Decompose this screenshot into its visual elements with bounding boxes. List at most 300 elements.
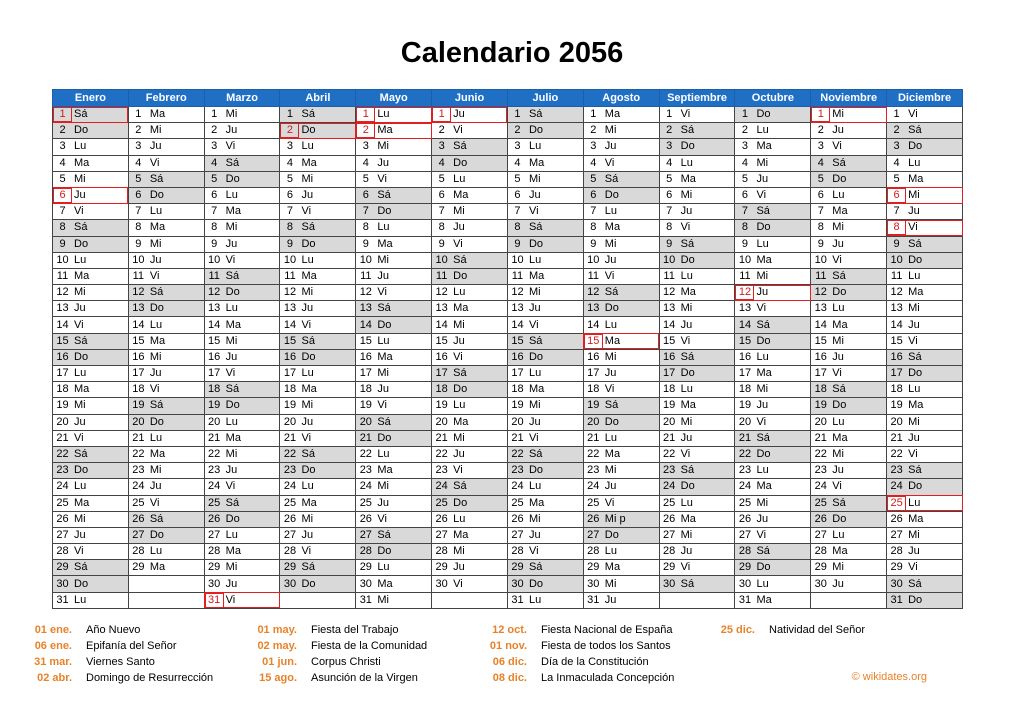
day-cell	[659, 317, 735, 333]
day-number: 19	[738, 399, 752, 412]
weekday-label: Ju	[832, 350, 844, 363]
day-cell	[280, 220, 356, 236]
day-number: 18	[587, 383, 600, 396]
month-header: Agosto	[583, 90, 659, 107]
weekday-label: Do	[756, 334, 771, 347]
day-number: 10	[738, 253, 752, 266]
weekday-label: Do	[680, 480, 695, 493]
day-cell	[887, 220, 963, 236]
day-cell	[735, 576, 811, 592]
weekday-label: Lu	[604, 545, 618, 558]
day-number: 2	[211, 124, 218, 137]
day-cell	[128, 366, 204, 382]
day-cell	[204, 495, 280, 511]
month-header: Mayo	[356, 90, 432, 107]
day-cell	[735, 511, 811, 527]
weekday-label: Do	[225, 512, 240, 525]
day-number: 7	[666, 205, 673, 218]
day-number: 19	[283, 399, 297, 412]
weekday-label: Mi	[680, 189, 693, 202]
day-number: 9	[893, 237, 900, 250]
day-cell	[204, 139, 280, 155]
day-cell	[507, 349, 583, 365]
day-number: 12	[208, 286, 221, 299]
day-cell	[128, 204, 204, 220]
weekday-label: Sá	[908, 350, 922, 363]
weekday-label: Ju	[149, 140, 162, 153]
day-number: 11	[132, 269, 145, 282]
day-number: 13	[511, 302, 524, 315]
day-cell	[507, 236, 583, 252]
day-number: 13	[890, 302, 903, 315]
day-number: 1	[53, 107, 72, 122]
day-number: 14	[435, 318, 448, 331]
day-number: 30	[738, 577, 752, 590]
day-cell	[507, 317, 583, 333]
weekday-label: Ma	[301, 269, 317, 282]
day-number: 12	[132, 286, 145, 299]
day-number: 16	[890, 350, 903, 363]
weekday-label: Lu	[377, 448, 390, 461]
holiday-column	[465, 622, 674, 686]
day-number: 20	[132, 415, 145, 428]
day-cell	[432, 511, 508, 527]
weekday-label: Mi	[225, 561, 238, 574]
day-cell	[507, 187, 583, 203]
day-cell	[204, 479, 280, 495]
weekday-label: Sá	[832, 383, 846, 396]
day-number: 20	[738, 415, 752, 428]
day-number: 24	[56, 480, 69, 493]
weekday-label: Vi	[756, 415, 767, 428]
day-number: 13	[132, 302, 145, 315]
day-cell	[53, 317, 129, 333]
weekday-label: Ju	[680, 205, 693, 218]
day-number: 4	[893, 156, 900, 169]
weekday-label: Sá	[453, 140, 467, 153]
day-cell	[204, 171, 280, 187]
day-number: 5	[286, 172, 294, 185]
day-cell	[280, 366, 356, 382]
day-number: 27	[132, 528, 145, 541]
weekday-label: Do	[756, 221, 771, 234]
day-number: 23	[890, 464, 903, 477]
day-cell	[887, 139, 963, 155]
day-cell	[583, 495, 659, 511]
day-number: 5	[211, 172, 218, 185]
day-cell	[432, 252, 508, 268]
holiday-item	[235, 622, 427, 638]
day-row	[53, 463, 963, 479]
day-number: 28	[359, 545, 372, 558]
day-cell	[811, 382, 887, 398]
day-cell	[356, 463, 432, 479]
weekday-label: Ju	[908, 545, 920, 558]
holiday-name: Año Nuevo	[86, 624, 141, 636]
day-cell	[356, 382, 432, 398]
day-cell	[507, 576, 583, 592]
day-cell	[811, 220, 887, 236]
day-number: 27	[814, 528, 827, 541]
day-row	[53, 366, 963, 382]
weekday-label: Sá	[832, 156, 846, 169]
weekday-label: Mi	[528, 172, 541, 185]
day-number: 15	[738, 334, 752, 347]
day-number: 17	[663, 367, 676, 380]
weekday-label: Mi	[301, 172, 314, 185]
day-cell	[507, 107, 583, 123]
day-cell	[204, 268, 280, 284]
day-number: 6	[741, 189, 749, 202]
weekday-label: Ju	[908, 431, 920, 444]
day-cell	[887, 187, 963, 203]
weekday-label: Vi	[74, 431, 84, 444]
weekday-label: Ma	[908, 172, 924, 185]
weekday-label: Mi	[680, 302, 693, 315]
holiday-item	[235, 654, 427, 670]
day-number: 4	[362, 156, 369, 169]
day-number: 8	[286, 221, 294, 234]
day-number: 14	[663, 318, 676, 331]
day-cell	[432, 446, 508, 462]
weekday-label: Mi	[680, 528, 693, 541]
weekday-label: Ju	[301, 528, 314, 541]
day-cell	[811, 527, 887, 543]
month-header-row	[53, 90, 963, 107]
day-cell	[280, 479, 356, 495]
weekday-label: Do	[377, 318, 392, 331]
day-cell	[887, 107, 963, 123]
weekday-label: Ma	[74, 496, 90, 509]
day-cell	[432, 414, 508, 430]
day-cell	[735, 123, 811, 139]
day-cell	[356, 285, 432, 301]
day-number: 26	[283, 512, 297, 525]
weekday-label: Ma	[604, 108, 621, 121]
day-cell	[659, 252, 735, 268]
day-cell	[53, 204, 129, 220]
day-cell	[583, 236, 659, 252]
day-number: 11	[890, 269, 903, 282]
day-cell	[53, 527, 129, 543]
credit-link[interactable]: © wikidates.org	[851, 671, 927, 683]
day-cell	[811, 544, 887, 560]
weekday-label: Lu	[225, 189, 238, 202]
day-number: 29	[435, 561, 448, 574]
day-number: 14	[56, 318, 69, 331]
day-number: 12	[890, 286, 903, 299]
day-cell	[53, 446, 129, 462]
weekday-label: Vi	[528, 318, 539, 331]
day-number: 22	[663, 448, 676, 461]
day-cell	[280, 252, 356, 268]
weekday-label: Lu	[225, 528, 238, 541]
day-cell	[659, 123, 735, 139]
day-cell	[735, 333, 811, 349]
day-number: 7	[514, 205, 521, 218]
weekday-label: Mi	[832, 334, 844, 347]
day-number: 2	[59, 124, 66, 137]
weekday-label: Lu	[377, 221, 390, 234]
weekday-label: Ma	[225, 205, 241, 218]
day-cell	[811, 171, 887, 187]
day-cell	[280, 107, 356, 123]
day-cell	[128, 544, 204, 560]
holiday-name: Fiesta de la Comunidad	[311, 640, 428, 652]
weekday-label: Lu	[832, 189, 845, 202]
day-cell	[583, 123, 659, 139]
day-number: 23	[738, 464, 752, 477]
weekday-label: Mi	[377, 593, 389, 606]
day-cell	[53, 349, 129, 365]
day-row	[53, 204, 963, 220]
weekday-label: Do	[225, 286, 240, 299]
weekday-label: Do	[528, 124, 544, 137]
weekday-label: Lu	[756, 464, 769, 477]
holiday-item	[235, 638, 427, 654]
day-number: 5	[59, 172, 66, 185]
day-number: 12	[663, 286, 676, 299]
day-number: 10	[208, 253, 221, 266]
day-cell	[659, 398, 735, 414]
weekday-label: Mi	[377, 253, 389, 266]
day-number: 25	[56, 496, 69, 509]
weekday-label: Mi	[225, 108, 238, 121]
weekday-label: Lu	[453, 172, 466, 185]
day-cell	[583, 187, 659, 203]
weekday-label: Vi	[225, 140, 236, 153]
day-number: 26	[435, 512, 448, 525]
day-number: 25	[359, 496, 372, 509]
day-number: 21	[814, 431, 827, 444]
day-number: 24	[890, 480, 903, 493]
day-number: 10	[663, 253, 676, 266]
weekday-label: Do	[149, 528, 164, 541]
day-cell	[659, 592, 735, 608]
day-cell	[659, 349, 735, 365]
day-number: 19	[663, 399, 676, 412]
day-cell	[507, 398, 583, 414]
day-number: 25	[511, 496, 524, 509]
day-number: 12	[735, 285, 754, 300]
holiday-name: Corpus Christi	[311, 656, 381, 668]
weekday-label: Mi	[301, 512, 314, 525]
day-number: 22	[56, 448, 69, 461]
holiday-item	[235, 670, 427, 686]
day-cell	[887, 576, 963, 592]
holiday-item	[465, 670, 674, 686]
day-number: 6	[135, 189, 142, 202]
weekday-label: Ma	[453, 302, 469, 315]
weekday-label: Mi	[832, 448, 844, 461]
day-number: 15	[283, 334, 297, 347]
day-cell	[811, 236, 887, 252]
day-cell	[53, 187, 129, 203]
day-cell	[735, 204, 811, 220]
weekday-label: Lu	[74, 253, 87, 266]
day-number: 30	[435, 577, 448, 590]
day-number: 25	[887, 496, 906, 511]
day-number: 13	[435, 302, 448, 315]
day-cell	[280, 511, 356, 527]
weekday-label: Lu	[756, 237, 769, 250]
weekday-label: Sá	[149, 512, 164, 525]
day-number: 7	[590, 205, 597, 218]
day-number: 8	[135, 221, 142, 234]
weekday-label: Vi	[756, 189, 767, 202]
day-number: 1	[432, 107, 451, 122]
weekday-label: Ju	[225, 464, 238, 477]
day-number: 29	[587, 561, 600, 574]
day-number: 24	[738, 480, 752, 493]
day-number: 4	[59, 156, 66, 169]
weekday-label: Sá	[908, 464, 922, 477]
day-cell	[356, 511, 432, 527]
day-cell	[887, 236, 963, 252]
weekday-label: Ma	[377, 237, 393, 250]
holiday-date: 08 dic.	[492, 672, 527, 684]
day-cell	[204, 544, 280, 560]
day-cell	[659, 560, 735, 576]
day-number: 31	[738, 593, 752, 606]
weekday-label: Mi	[377, 367, 389, 380]
day-number: 24	[208, 480, 221, 493]
day-cell	[735, 155, 811, 171]
day-number: 9	[59, 237, 66, 250]
day-number: 18	[738, 383, 752, 396]
weekday-label: Do	[225, 399, 240, 412]
day-number: 23	[132, 464, 145, 477]
day-cell	[280, 317, 356, 333]
weekday-label: Ma	[680, 399, 696, 412]
day-number: 28	[738, 545, 752, 558]
holiday-item	[10, 670, 213, 686]
day-cell	[53, 155, 129, 171]
day-number: 13	[283, 302, 297, 315]
day-cell	[356, 333, 432, 349]
day-number: 9	[741, 237, 749, 250]
weekday-label: Do	[74, 124, 89, 137]
day-cell	[356, 107, 432, 123]
day-cell	[507, 220, 583, 236]
weekday-label: Ma	[756, 593, 772, 606]
day-number: 16	[435, 350, 448, 363]
weekday-label: Ju	[74, 189, 86, 202]
day-cell	[735, 560, 811, 576]
weekday-label: Ma	[453, 415, 469, 428]
day-number: 14	[738, 318, 752, 331]
day-number: 18	[663, 383, 676, 396]
day-number: 7	[362, 205, 369, 218]
weekday-label: Do	[908, 140, 923, 153]
day-cell	[356, 544, 432, 560]
day-number: 15	[663, 334, 676, 347]
day-cell	[280, 123, 356, 139]
day-cell	[356, 349, 432, 365]
day-cell	[735, 479, 811, 495]
day-cell	[887, 155, 963, 171]
weekday-label: Vi	[377, 399, 387, 412]
day-cell	[280, 398, 356, 414]
day-number: 14	[132, 318, 145, 331]
holiday-column	[693, 622, 865, 638]
weekday-label: Mi	[453, 545, 465, 558]
day-cell	[356, 495, 432, 511]
weekday-label: Ma	[528, 269, 545, 282]
day-number: 17	[890, 367, 903, 380]
day-number: 11	[208, 269, 220, 282]
day-number: 27	[208, 528, 221, 541]
day-row	[53, 268, 963, 284]
day-number: 23	[814, 464, 827, 477]
weekday-label: Ju	[832, 464, 844, 477]
day-cell	[887, 495, 963, 511]
day-row	[53, 560, 963, 576]
day-cell	[53, 123, 129, 139]
weekday-label: Do	[74, 464, 89, 477]
weekday-label: Ju	[225, 124, 238, 137]
day-cell	[53, 560, 129, 576]
day-number: 27	[283, 528, 297, 541]
weekday-label: Vi	[604, 156, 615, 169]
day-number: 10	[435, 253, 448, 266]
day-cell	[53, 252, 129, 268]
day-cell	[659, 414, 735, 430]
day-number: 30	[359, 577, 372, 590]
day-number: 16	[132, 350, 145, 363]
day-cell	[659, 285, 735, 301]
day-cell	[659, 187, 735, 203]
day-number: 6	[286, 189, 294, 202]
day-number: 21	[359, 431, 372, 444]
day-number: 4	[741, 156, 749, 169]
day-number: 2	[438, 124, 445, 137]
day-number: 16	[283, 350, 297, 363]
day-number: 14	[283, 318, 297, 331]
day-cell	[280, 430, 356, 446]
weekday-label: Vi	[453, 237, 463, 250]
day-number: 8	[59, 221, 66, 234]
day-number: 16	[814, 350, 827, 363]
day-cell	[887, 414, 963, 430]
weekday-label: Ma	[149, 334, 166, 347]
weekday-label: Sá	[377, 189, 391, 202]
day-row	[53, 495, 963, 511]
day-number: 9	[590, 237, 597, 250]
weekday-label: Mi	[908, 415, 920, 428]
day-cell	[811, 446, 887, 462]
month-header: Abril	[280, 90, 356, 107]
day-cell	[53, 107, 129, 123]
day-cell	[583, 430, 659, 446]
weekday-label: Vi	[680, 221, 691, 234]
day-number: 14	[208, 318, 221, 331]
weekday-label: Sá	[225, 383, 240, 396]
weekday-label: Vi	[680, 108, 691, 121]
weekday-label: Lu	[74, 367, 87, 380]
day-number: 6	[53, 188, 72, 203]
day-number: 24	[814, 480, 827, 493]
day-number: 9	[666, 237, 673, 250]
day-number: 13	[663, 302, 676, 315]
day-number: 29	[283, 561, 297, 574]
weekday-label: Do	[528, 350, 544, 363]
day-row	[53, 430, 963, 446]
day-number: 13	[738, 302, 752, 315]
weekday-label: Lu	[528, 593, 542, 606]
weekday-label: Lu	[832, 302, 845, 315]
day-number: 24	[663, 480, 676, 493]
